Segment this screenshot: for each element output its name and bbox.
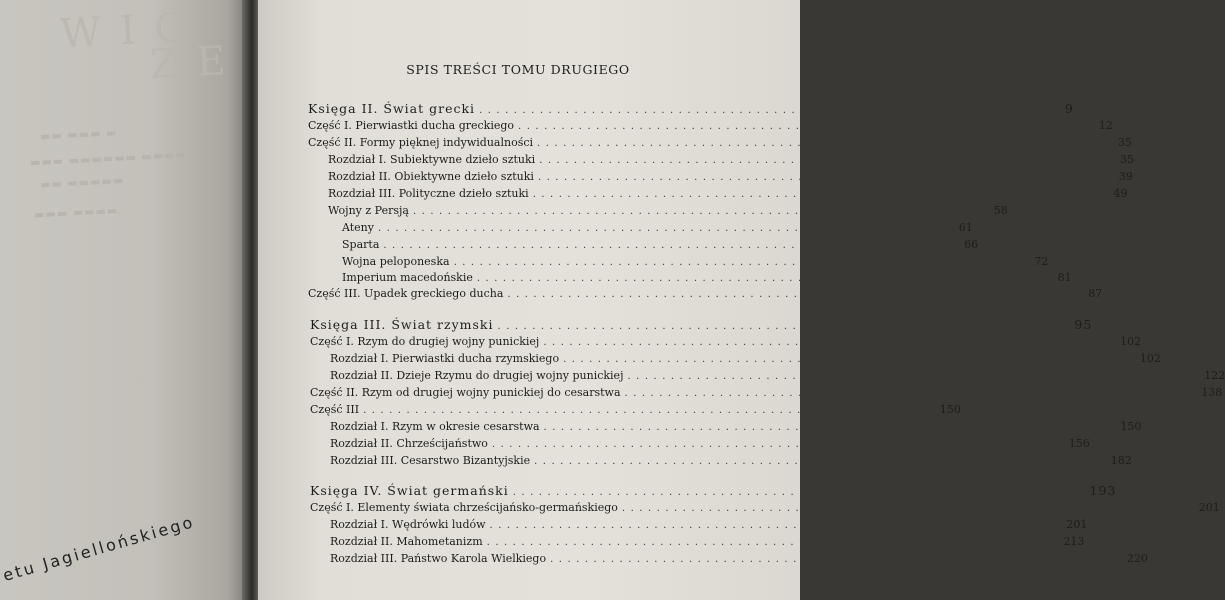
bleed-through-text: Z E (148, 37, 230, 89)
toc-entry: Ateny .................................................................. 61 (342, 221, 973, 234)
toc-title: SPIS TREŚCI TOMU DRUGIEGO (406, 62, 630, 77)
toc-entry: Rozdział I. Pierwiastki ducha rzymskiego .................................................................. 102 (330, 352, 1161, 365)
toc-entry: Część II. Formy pięknej indywidualności .................................................................. 35 (308, 136, 1132, 149)
bleed-through-text: ▬▬ ▬▬▬▬▬ (39, 173, 125, 192)
bleed-through-text: ▬▬▬ ▬▬▬▬ (33, 203, 119, 222)
toc-entry: Część I. Rzym do drugiej wojny punickiej .................................................................. 102 (310, 335, 1142, 348)
library-stamp-text: etu Jagiellońskiego (0, 512, 197, 585)
toc-entry: Część II. Rzym od drugiej wojny punickiej do cesarstwa .................................................................. 138 (310, 386, 1223, 399)
toc-entry: Rozdział III. Polityczne dzieło sztuki .................................................................. 49 (328, 187, 1128, 200)
toc-entry: Księga II. Świat grecki .................................................................. 9 (308, 101, 1074, 116)
bleed-through-text: W I C (58, 4, 190, 58)
toc-entry: Księga III. Świat rzymski .................................................................. 95 (310, 317, 1093, 332)
bleed-through-text: ▬▬▬ ▬▬▬▬▬▬ ▬▬▬▬ (29, 147, 188, 170)
toc-entry: Rozdział III. Państwo Karola Wielkiego .................................................................. 220 (330, 552, 1148, 565)
toc-entry: Rozdział III. Cesarstwo Bizantyjskie .................................................................. 182 (330, 454, 1132, 467)
toc-entry: Część I. Pierwiastki ducha greckiego .................................................................. 12 (308, 119, 1113, 132)
toc-entry: Sparta .................................................................. 66 (342, 238, 979, 251)
toc-entry: Rozdział II. Chrześcijaństwo .................................................................. 156 (330, 437, 1090, 450)
toc-entry: Część I. Elementy świata chrześcijańsko-germańskiego .................................................................. 201 (310, 501, 1220, 514)
toc-entry: Wojny z Persją .................................................................. 58 (328, 204, 1008, 217)
toc-entry: Rozdział I. Wędrówki ludów .................................................................. 201 (330, 518, 1088, 531)
toc-entry: Rozdział II. Mahometanizm .................................................................. 213 (330, 535, 1085, 548)
toc-entry: Część III. Upadek greckiego ducha .................................................................. 87 (308, 287, 1103, 300)
toc-entry: Rozdział II. Dzieje Rzymu do drugiej wojny punickiej .................................................................. 122 (330, 369, 1225, 382)
toc-entry: Rozdział I. Rzym w okresie cesarstwa .................................................................. 150 (330, 420, 1142, 433)
toc-entry: Część III .................................................................. 150 (310, 403, 961, 416)
toc-entry: Rozdział I. Subiektywne dzieło sztuki .................................................................. 35 (328, 153, 1134, 166)
left-page (0, 0, 248, 600)
toc-entry: Wojna peloponeska .................................................................. 72 (342, 255, 1049, 268)
toc-entry: Rozdział II. Obiektywne dzieło sztuki .................................................................. 39 (328, 170, 1133, 183)
toc-entry: Imperium macedońskie .................................................................. 81 (342, 271, 1072, 284)
toc-entry: Księga IV. Świat germański .................................................................. 193 (310, 483, 1117, 498)
bleed-through-text: ▬▬ ▬▬▬ ▬ (39, 125, 118, 144)
right-page (258, 0, 1225, 600)
